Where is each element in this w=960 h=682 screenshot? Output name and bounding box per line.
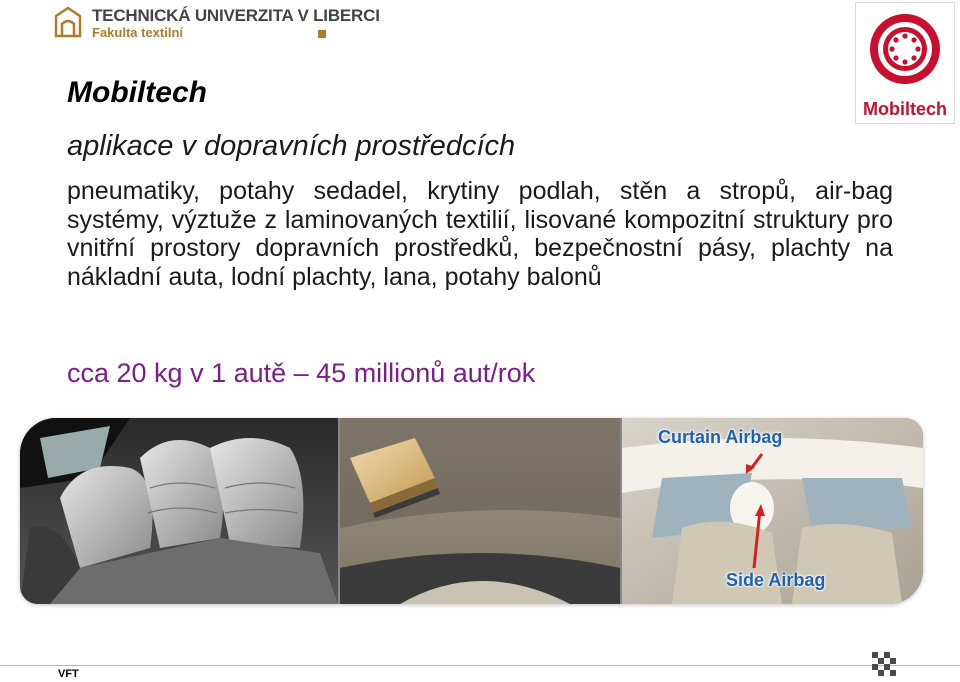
faculty-square-icon [318, 30, 326, 38]
statistic-line: cca 20 kg v 1 autě – 45 millionů aut/rok [67, 358, 536, 388]
wheel-emblem-icon [867, 11, 943, 87]
university-name: TECHNICKÁ UNIVERZITA V LIBERCI [92, 6, 380, 25]
slide-title: Mobiltech [67, 76, 207, 109]
headliner-laminate-photo [340, 418, 620, 604]
car-seats-photo [20, 418, 338, 604]
applications-paragraph: pneumatiky, potahy sedadel, krytiny podlah, stěn a stropů, air-bag systémy, výztuže z laminovaných textilií, lisované kompozitní struktury pro vnitřní prostory dopravních prostředků, bezpečnostní pásy, plachty na nákladní auta, lodní plachty, lana, potahy balonů [67, 177, 893, 291]
footer-divider [0, 665, 960, 666]
side-airbag-label: Side Airbag [726, 570, 826, 590]
university-emblem-icon [52, 6, 84, 38]
footer-checker-logo-icon [872, 652, 898, 678]
mobiltech-logo-text: Mobiltech [863, 99, 947, 119]
footer-label: VFT [58, 668, 79, 680]
mobiltech-logo [855, 2, 955, 124]
photo-strip [20, 418, 923, 604]
faculty-name: Fakulta textilní [92, 25, 184, 40]
slide-subtitle: aplikace v dopravních prostředcích [67, 130, 516, 162]
airbag-interior-photo [622, 418, 923, 604]
curtain-airbag-label: Curtain Airbag [658, 427, 783, 447]
